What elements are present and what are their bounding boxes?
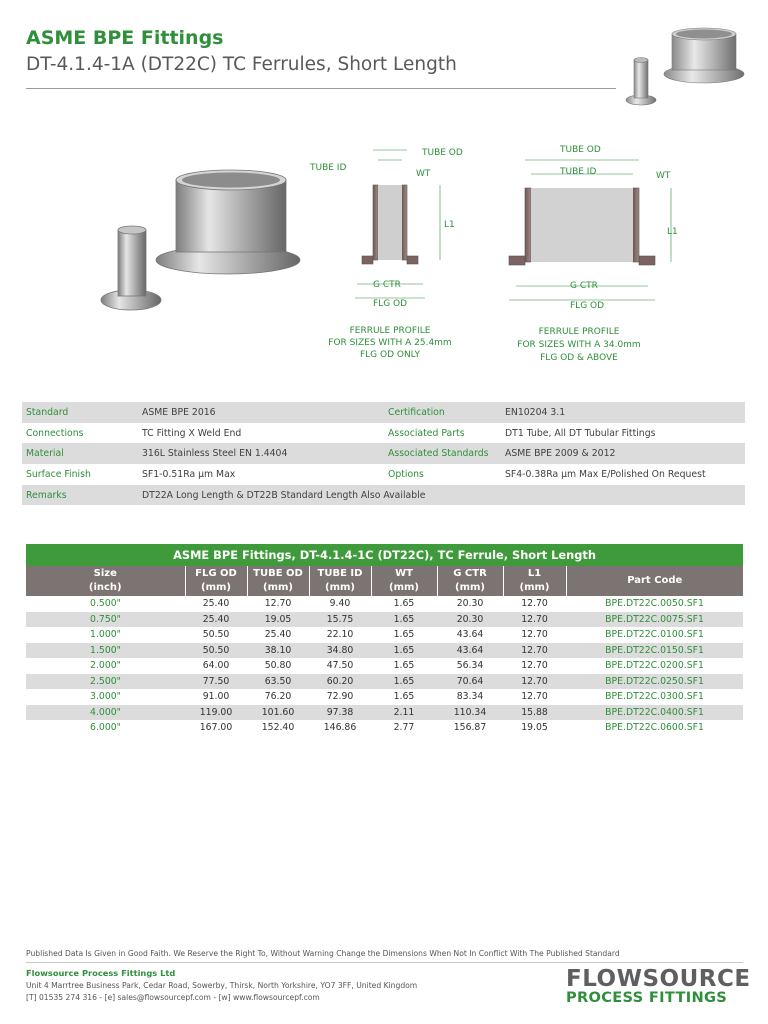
specs-row <box>22 402 745 423</box>
logo-tagline: PROCESS FITTINGS <box>566 989 728 1006</box>
table-row <box>26 674 743 690</box>
column-header-unit: (mm) <box>325 582 355 593</box>
table-cell: 2.500" <box>26 674 185 690</box>
specs-row <box>22 485 745 506</box>
spec-value: DT1 Tube, All DT Tubular Fittings <box>501 423 745 444</box>
label-flgod-left: FLG OD <box>373 299 408 309</box>
table-cell: 0.750" <box>26 612 185 628</box>
spec-value: EN10204 3.1 <box>501 402 745 423</box>
table-caption-row <box>26 544 743 566</box>
table-cell: 146.86 <box>323 722 357 734</box>
table-row <box>26 705 743 721</box>
table-cell: 20.30 <box>456 598 484 610</box>
label-gctr-left: G CTR <box>373 280 401 290</box>
table-cell: 12.70 <box>521 629 548 641</box>
disclaimer: Published Data Is Given in Good Faith. We Reserve the Right To, Without Warning Change the Dimensions When Not In Conflict With The Published Standard <box>26 949 620 958</box>
ferrule-photo <box>101 170 300 310</box>
table-cell: 19.05 <box>247 612 309 628</box>
table-cell: BPE.DT22C.0200.SF1 <box>605 660 704 672</box>
table-cell: 76.20 <box>264 691 292 703</box>
table-cell: 43.64 <box>456 629 484 641</box>
table-cell: 50.50 <box>185 643 247 659</box>
table-cell: 20.30 <box>437 612 503 628</box>
label-l1-right: L1 <box>667 227 678 237</box>
table-cell: 77.50 <box>185 674 247 690</box>
table-cell: 12.70 <box>521 660 548 672</box>
table-cell: 2.11 <box>371 705 437 721</box>
caption-left-2: FOR SIZES WITH A 25.4mm <box>328 338 452 348</box>
label-tube-id-left: TUBE ID <box>310 163 347 173</box>
spec-label: Options <box>384 464 501 485</box>
table-cell: 50.80 <box>264 660 292 672</box>
label-tube-id-right: TUBE ID <box>560 167 597 177</box>
caption-right-1: FERRULE PROFILE <box>538 327 620 337</box>
spec-value: DT22A Long Length & DT22B Standard Length Also Available <box>138 485 745 506</box>
spec-value: SF1-0.51Ra µm Max <box>138 464 384 485</box>
header-divider <box>26 88 616 89</box>
table-cell: 12.70 <box>503 612 566 628</box>
column-header-label: TUBE ID <box>317 568 363 579</box>
table-cell: 1.65 <box>393 598 415 610</box>
table-cell: 1.65 <box>371 612 437 628</box>
column-header-unit: (inch) <box>88 582 122 593</box>
column-header <box>371 566 437 596</box>
column-header <box>437 566 503 596</box>
table-cell: BPE.DT22C.0400.SF1 <box>566 705 743 721</box>
table-cell: BPE.DT22C.0150.SF1 <box>566 643 743 659</box>
dimensions-table <box>26 544 743 736</box>
column-header-label: FLG OD <box>195 568 237 579</box>
page-subtitle: DT-4.1.4-1A (DT22C) TC Ferrules, Short Length <box>26 54 457 75</box>
caption-right-3: FLG OD & ABOVE <box>540 353 618 363</box>
table-row <box>26 720 743 736</box>
table-cell: 1.65 <box>393 691 415 703</box>
table-cell: BPE.DT22C.0250.SF1 <box>566 674 743 690</box>
product-thumbnail-image <box>620 22 746 114</box>
spec-value: ASME BPE 2009 & 2012 <box>501 443 745 464</box>
company-address: Unit 4 Marrtree Business Park, Cedar Road, Sowerby, Thirsk, North Yorkshire, YO7 3FF, United Kingdom <box>26 981 418 990</box>
table-cell: 43.64 <box>437 643 503 659</box>
table-cell: 9.40 <box>329 598 351 610</box>
spec-value: ASME BPE 2016 <box>138 402 384 423</box>
table-cell: 6.000" <box>90 722 121 734</box>
column-header-label: G CTR <box>453 568 487 579</box>
column-header-label: L1 <box>527 568 542 579</box>
table-cell: 56.34 <box>456 660 484 672</box>
specs-row <box>22 423 745 444</box>
table-cell: 1.65 <box>393 629 415 641</box>
table-cell: 101.60 <box>247 705 309 721</box>
spec-label: Standard <box>22 402 138 423</box>
table-cell: 91.00 <box>202 691 230 703</box>
table-cell: BPE.DT22C.0050.SF1 <box>605 598 704 610</box>
table-cell: 12.70 <box>521 691 548 703</box>
table-cell: 12.70 <box>503 643 566 659</box>
column-header-unit: (mm) <box>519 582 550 593</box>
table-header-row <box>26 566 743 596</box>
table-cell: 4.000" <box>26 705 185 721</box>
spec-label: Certification <box>384 402 501 423</box>
table-cell: 0.500" <box>90 598 121 610</box>
ferrule-diagram <box>100 130 690 376</box>
column-header-unit: (mm) <box>389 582 419 593</box>
table-cell: 156.87 <box>453 722 487 734</box>
table-cell: 25.40 <box>185 612 247 628</box>
table-cell: BPE.DT22C.0600.SF1 <box>605 722 704 734</box>
table-cell: 22.10 <box>326 629 354 641</box>
table-cell: 47.50 <box>326 660 354 672</box>
table-row <box>26 658 743 674</box>
spec-value: TC Fitting X Weld End <box>138 423 384 444</box>
column-header <box>247 566 309 596</box>
table-row <box>26 612 743 628</box>
table-cell: 64.00 <box>202 660 230 672</box>
column-header-unit: (mm) <box>201 582 231 593</box>
column-header-label: WT <box>395 568 413 579</box>
table-cell: 3.000" <box>90 691 121 703</box>
label-wt-left: WT <box>416 169 431 179</box>
specs-row <box>22 443 745 464</box>
table-cell: 25.40 <box>264 629 292 641</box>
table-cell: 25.40 <box>202 598 230 610</box>
table-cell: 38.10 <box>247 643 309 659</box>
spec-label: Connections <box>22 423 138 444</box>
table-cell: BPE.DT22C.0300.SF1 <box>605 691 704 703</box>
spec-label: Remarks <box>22 485 138 506</box>
table-row <box>26 689 743 705</box>
table-cell: 2.000" <box>90 660 121 672</box>
column-header <box>566 566 743 596</box>
table-cell: 12.70 <box>503 674 566 690</box>
table-cell: 19.05 <box>521 722 548 734</box>
column-header-unit: (mm) <box>263 582 293 593</box>
table-cell: 1.65 <box>393 660 415 672</box>
column-header <box>26 566 185 596</box>
table-cell: 12.70 <box>264 598 292 610</box>
table-row <box>26 627 743 643</box>
logo-wordmark: FLOWSOURCE <box>566 966 751 992</box>
table-cell: 110.34 <box>437 705 503 721</box>
table-cell: 50.50 <box>202 629 230 641</box>
footer-divider <box>26 962 743 963</box>
label-tube-od-left: TUBE OD <box>422 148 463 158</box>
company-contact: [T] 01535 274 316 - [e] sales@flowsourcepf.com - [w] www.flowsourcepf.com <box>26 993 320 1002</box>
table-cell: 1.65 <box>371 674 437 690</box>
specs-table <box>22 402 745 505</box>
column-header-label: TUBE OD <box>253 568 303 579</box>
column-header-label: Size <box>93 568 117 579</box>
spec-value: SF4-0.38Ra µm Max E/Polished On Request <box>501 464 745 485</box>
spec-label: Surface Finish <box>22 464 138 485</box>
table-caption: ASME BPE Fittings, DT-4.1.4-1C (DT22C), TC Ferrule, Short Length <box>26 544 743 566</box>
table-cell: 119.00 <box>185 705 247 721</box>
caption-left-3: FLG OD ONLY <box>359 350 421 360</box>
column-header-unit: (mm) <box>455 582 485 593</box>
table-cell: 2.77 <box>393 722 415 734</box>
table-row <box>26 643 743 659</box>
table-cell: 60.20 <box>309 674 371 690</box>
table-cell: 152.40 <box>261 722 295 734</box>
table-cell: 70.64 <box>437 674 503 690</box>
table-cell: 1.000" <box>90 629 121 641</box>
label-wt-right: WT <box>656 171 671 181</box>
table-cell: BPE.DT22C.0075.SF1 <box>566 612 743 628</box>
table-cell: BPE.DT22C.0100.SF1 <box>605 629 704 641</box>
table-cell: 97.38 <box>309 705 371 721</box>
table-cell: 1.65 <box>371 643 437 659</box>
table-cell: 15.88 <box>503 705 566 721</box>
label-l1-left: L1 <box>444 220 455 230</box>
table-cell: 72.90 <box>326 691 354 703</box>
label-gctr-right: G CTR <box>570 281 598 291</box>
column-header <box>185 566 247 596</box>
spec-label: Associated Standards <box>384 443 501 464</box>
page-title: ASME BPE Fittings <box>26 27 224 49</box>
label-flgod-right: FLG OD <box>570 301 605 311</box>
caption-left-1: FERRULE PROFILE <box>349 326 431 336</box>
table-cell: 15.75 <box>309 612 371 628</box>
table-row <box>26 596 743 612</box>
column-header <box>503 566 566 596</box>
caption-right-2: FOR SIZES WITH A 34.0mm <box>517 340 641 350</box>
table-cell: 34.80 <box>309 643 371 659</box>
spec-label: Associated Parts <box>384 423 501 444</box>
table-cell: 63.50 <box>247 674 309 690</box>
column-header <box>309 566 371 596</box>
spec-label: Material <box>22 443 138 464</box>
table-cell: 1.500" <box>26 643 185 659</box>
table-cell: 12.70 <box>521 598 548 610</box>
profile-large <box>509 160 671 300</box>
table-cell: 167.00 <box>199 722 233 734</box>
label-tube-od-right: TUBE OD <box>560 145 601 155</box>
specs-row <box>22 464 745 485</box>
table-cell: 83.34 <box>456 691 484 703</box>
spec-value: 316L Stainless Steel EN 1.4404 <box>138 443 384 464</box>
column-header-label: Part Code <box>627 575 683 586</box>
company-name: Flowsource Process Fittings Ltd <box>26 968 176 978</box>
